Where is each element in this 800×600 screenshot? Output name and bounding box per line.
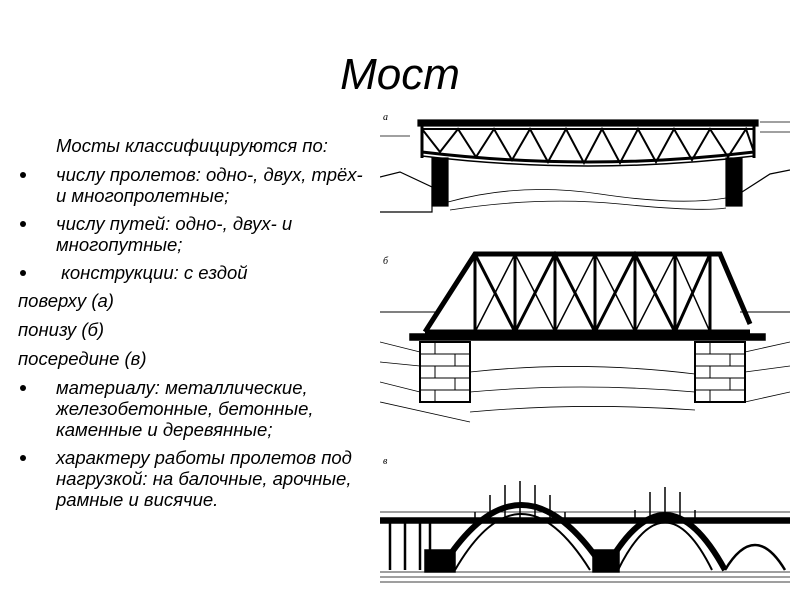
arch-bridge-icon bbox=[380, 450, 790, 585]
list-item-text: конструкции: с ездой bbox=[56, 262, 248, 283]
list-item-text: числу путей: одно-, двух- и многопутные; bbox=[56, 213, 293, 255]
bullet-icon bbox=[20, 270, 26, 276]
list-line: поверху (а) bbox=[18, 290, 114, 311]
through-truss-bridge-icon bbox=[380, 242, 790, 427]
bullet-icon bbox=[20, 172, 26, 178]
bullet-icon bbox=[20, 385, 26, 391]
list-item-text: материалу: металлические, железобетонные, бетонные, каменные и деревянные; bbox=[56, 377, 314, 440]
list-item bbox=[18, 213, 368, 255]
deck-truss-bridge-icon bbox=[380, 112, 790, 217]
figure-label: в bbox=[383, 456, 388, 467]
list-item bbox=[18, 447, 368, 510]
figure-a bbox=[380, 112, 790, 217]
list-item bbox=[18, 262, 368, 283]
list-item bbox=[18, 377, 368, 440]
bridge-figures bbox=[380, 112, 790, 592]
bullet-icon bbox=[20, 455, 26, 461]
figure-label: а bbox=[383, 112, 388, 123]
intro-text: Мосты классифицируются по: bbox=[56, 135, 328, 156]
list-item bbox=[18, 164, 368, 206]
figure-label: б bbox=[383, 256, 389, 267]
slide-title: Мост bbox=[340, 50, 460, 99]
list-line: понизу (б) bbox=[18, 319, 105, 340]
classification-text bbox=[18, 135, 368, 517]
list-line: посередине (в) bbox=[18, 348, 147, 369]
list-item-text: характеру работы пролетов под нагрузкой: на балочные, арочные, рамные и висячие. bbox=[56, 447, 352, 510]
figure-b bbox=[380, 242, 790, 427]
list-item-text: числу пролетов: одно-, двух, трёх- и многопролетные; bbox=[56, 164, 363, 206]
figure-c bbox=[380, 450, 790, 585]
bullet-icon bbox=[20, 221, 26, 227]
